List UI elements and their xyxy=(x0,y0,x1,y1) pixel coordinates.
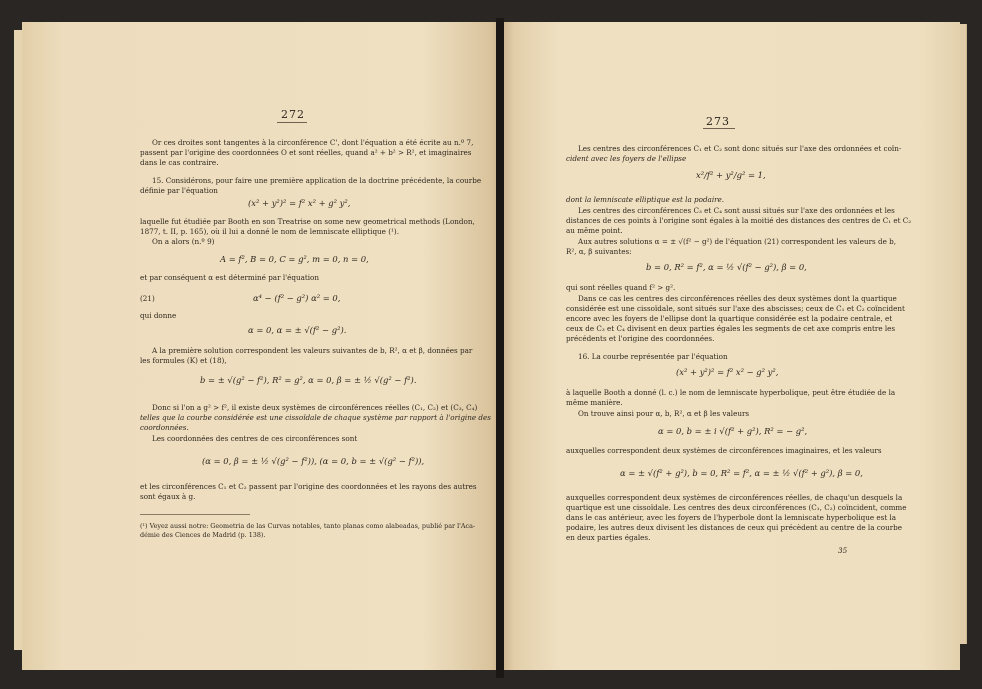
text-line: passent par l'origine des coordonnées O et sont réelles, quand a² + b² > R², et imaginaires xyxy=(140,148,472,157)
text-line: en deux parties égales. xyxy=(566,533,651,542)
equation: b = 0, R² = f², α = ½ √(f² − g²), β = 0, xyxy=(646,262,807,272)
text-line: au même point. xyxy=(566,226,623,235)
text-line: podaire, les autres deux divisent les distances de ceux qui précèdent au centre de la courbe xyxy=(566,523,903,532)
text-line: coordonnées. xyxy=(140,423,189,432)
text-line: A la première solution correspondent les valeurs suivantes de b, R², α et β, données par xyxy=(152,346,473,355)
text-line: qui donne xyxy=(140,311,177,320)
text-line: Les coordonnées des centres de ces circonférences sont xyxy=(152,434,358,443)
footnote-line: (¹) Veyez aussi notre: Geometria de las Curvas notables, tanto planas como alabeadas, publié par l'Aca- xyxy=(140,522,476,530)
text-line: les formules (K) et (18), xyxy=(140,356,227,365)
text-line: ceux de C₃ et C₄ divisent en deux parties égales les segments de cet axe compris entre les xyxy=(566,324,896,333)
page-number: 272 xyxy=(281,108,305,121)
equation: α = 0, b = ± i √(f² + g²), R² = − g², xyxy=(658,426,808,436)
text-line: et les circonférences C₁ et C₂ passent par l'origine des coordonnées et les rayons des autres xyxy=(140,482,477,491)
text-line: précédents et l'origine des coordonnées. xyxy=(566,334,715,343)
equation: (x² + y²)² = f² x² − g² y², xyxy=(676,367,779,377)
page-number-rule xyxy=(277,122,307,123)
text-line: et par conséquent α est déterminé par l'équation xyxy=(140,273,320,282)
equation: α⁴ − (f² − g²) α² = 0, xyxy=(253,293,341,303)
equation: (x² + y²)² = f² x² + g² y², xyxy=(248,198,351,208)
text-line: Aux autres solutions α = ± √(f² − g²) de l'équation (21) correspondent les valeurs de b, xyxy=(578,237,897,246)
text-line: quartique est une cissoïdale. Les centres des deux circonférences (C₁, C₂) coïncident, comme xyxy=(566,503,907,512)
text-line: R², α, β suivantes: xyxy=(566,247,632,256)
page-number-rule xyxy=(703,128,735,129)
text-line: définie par l'équation xyxy=(140,186,218,195)
text-line: laquelle fut étudiée par Booth en son Treatrise on some new geometrical methods (London, xyxy=(140,217,475,226)
text-line: Les centres des circonférences C₃ et C₄ sont aussi situés sur l'axe des ordonnées et les xyxy=(578,206,895,215)
text-line: On a alors (n.º 9) xyxy=(152,237,215,246)
text-line: qui sont réelles quand f² > g². xyxy=(566,283,676,292)
text-line: dont la lemniscate elliptique est la podaire. xyxy=(566,195,725,204)
signature-mark: 35 xyxy=(838,546,848,555)
text-line: telles que la courbe considérée est une cissoïdale de chaque système par rapport à l'origine des xyxy=(140,413,491,422)
text-line: même manière. xyxy=(566,398,623,407)
footnote-rule xyxy=(140,514,250,515)
text-line: On trouve ainsi pour α, b, R², α et β les valeurs xyxy=(578,409,750,418)
text-line: 1877, t. II, p. 165), où il lui a donné le nom de lemniscate elliptique (¹). xyxy=(140,227,399,236)
text-line: 16. La courbe représentée par l'équation xyxy=(578,352,728,361)
text-line: auxquelles correspondent deux systèmes de circonférences imaginaires, et les valeurs xyxy=(566,446,882,455)
text-line: 15. Considérons, pour faire une première application de la doctrine précédente, la courbe xyxy=(152,176,482,185)
text-line: distances de ces points à l'origine sont égales à la moitié des distances des centres de C₁ et C₂ xyxy=(566,216,912,225)
text-line: dans le cas contraire. xyxy=(140,158,219,167)
text-line: encore avec les foyers de l'ellipse dont la quartique considérée est la podaire centrale, et xyxy=(566,314,893,323)
equation: α = ± √(f² + g²), b = 0, R² = f², α = ± ½ √(f² + g²), β = 0, xyxy=(620,468,863,478)
page-number: 273 xyxy=(706,115,730,128)
equation: α = 0, α = ± √(f² − g²). xyxy=(248,325,347,335)
equation: (α = 0, β = ± ½ √(g² − f²)), (α = 0, b = ± √(g² − f²)), xyxy=(202,456,425,466)
text-line: Dans ce cas les centres des circonférences réelles des deux systèmes dont la quartique xyxy=(578,294,897,303)
text-line: à laquelle Booth a donné (l. c.) le nom de lemniscate hyperbolique, peut être étudiée de la xyxy=(566,388,896,397)
text-line: cident avec les foyers de l'ellipse xyxy=(566,154,687,163)
text-line: sont égaux à g. xyxy=(140,492,196,501)
equation: b = ± √(g² − f²), R² = g², α = 0, β = ± ½ √(g² − f²). xyxy=(200,375,417,385)
book-gutter xyxy=(496,18,504,678)
text-line: auxquelles correspondent deux systèmes de circonférences réelles, de chaqu'un desquels la xyxy=(566,493,903,502)
text-line: Donc si l'on a g² > f², il existe deux systèmes de circonférences réelles (C₁, C₂) et (C₃, C₄) xyxy=(152,403,478,412)
text-line: considérée est une cissoïdale, sont situés sur l'axe des abscisses; ceux de C₁ et C₂ coïncident xyxy=(566,304,905,313)
equation: x²/f² + y²/g² = 1, xyxy=(696,170,766,180)
equation-number: (21) xyxy=(140,294,155,303)
text-line: Les centres des circonférences C₁ et C₂ sont donc situés sur l'axe des ordonnées et coïn- xyxy=(578,144,902,153)
text-line: dans le cas antérieur, avec les foyers de l'hyperbole dont la lemniscate hyperbolique est la xyxy=(566,513,897,522)
text-line: Or ces droites sont tangentes à la circonférence C', dont l'équation a été écrite au n.º 7, xyxy=(152,138,474,147)
right-page xyxy=(500,22,960,670)
equation: A = f², B = 0, C = g², m = 0, n = 0, xyxy=(220,254,369,264)
left-page xyxy=(22,22,500,670)
footnote-line: démie des Ciences de Madrid (p. 138). xyxy=(140,531,266,539)
